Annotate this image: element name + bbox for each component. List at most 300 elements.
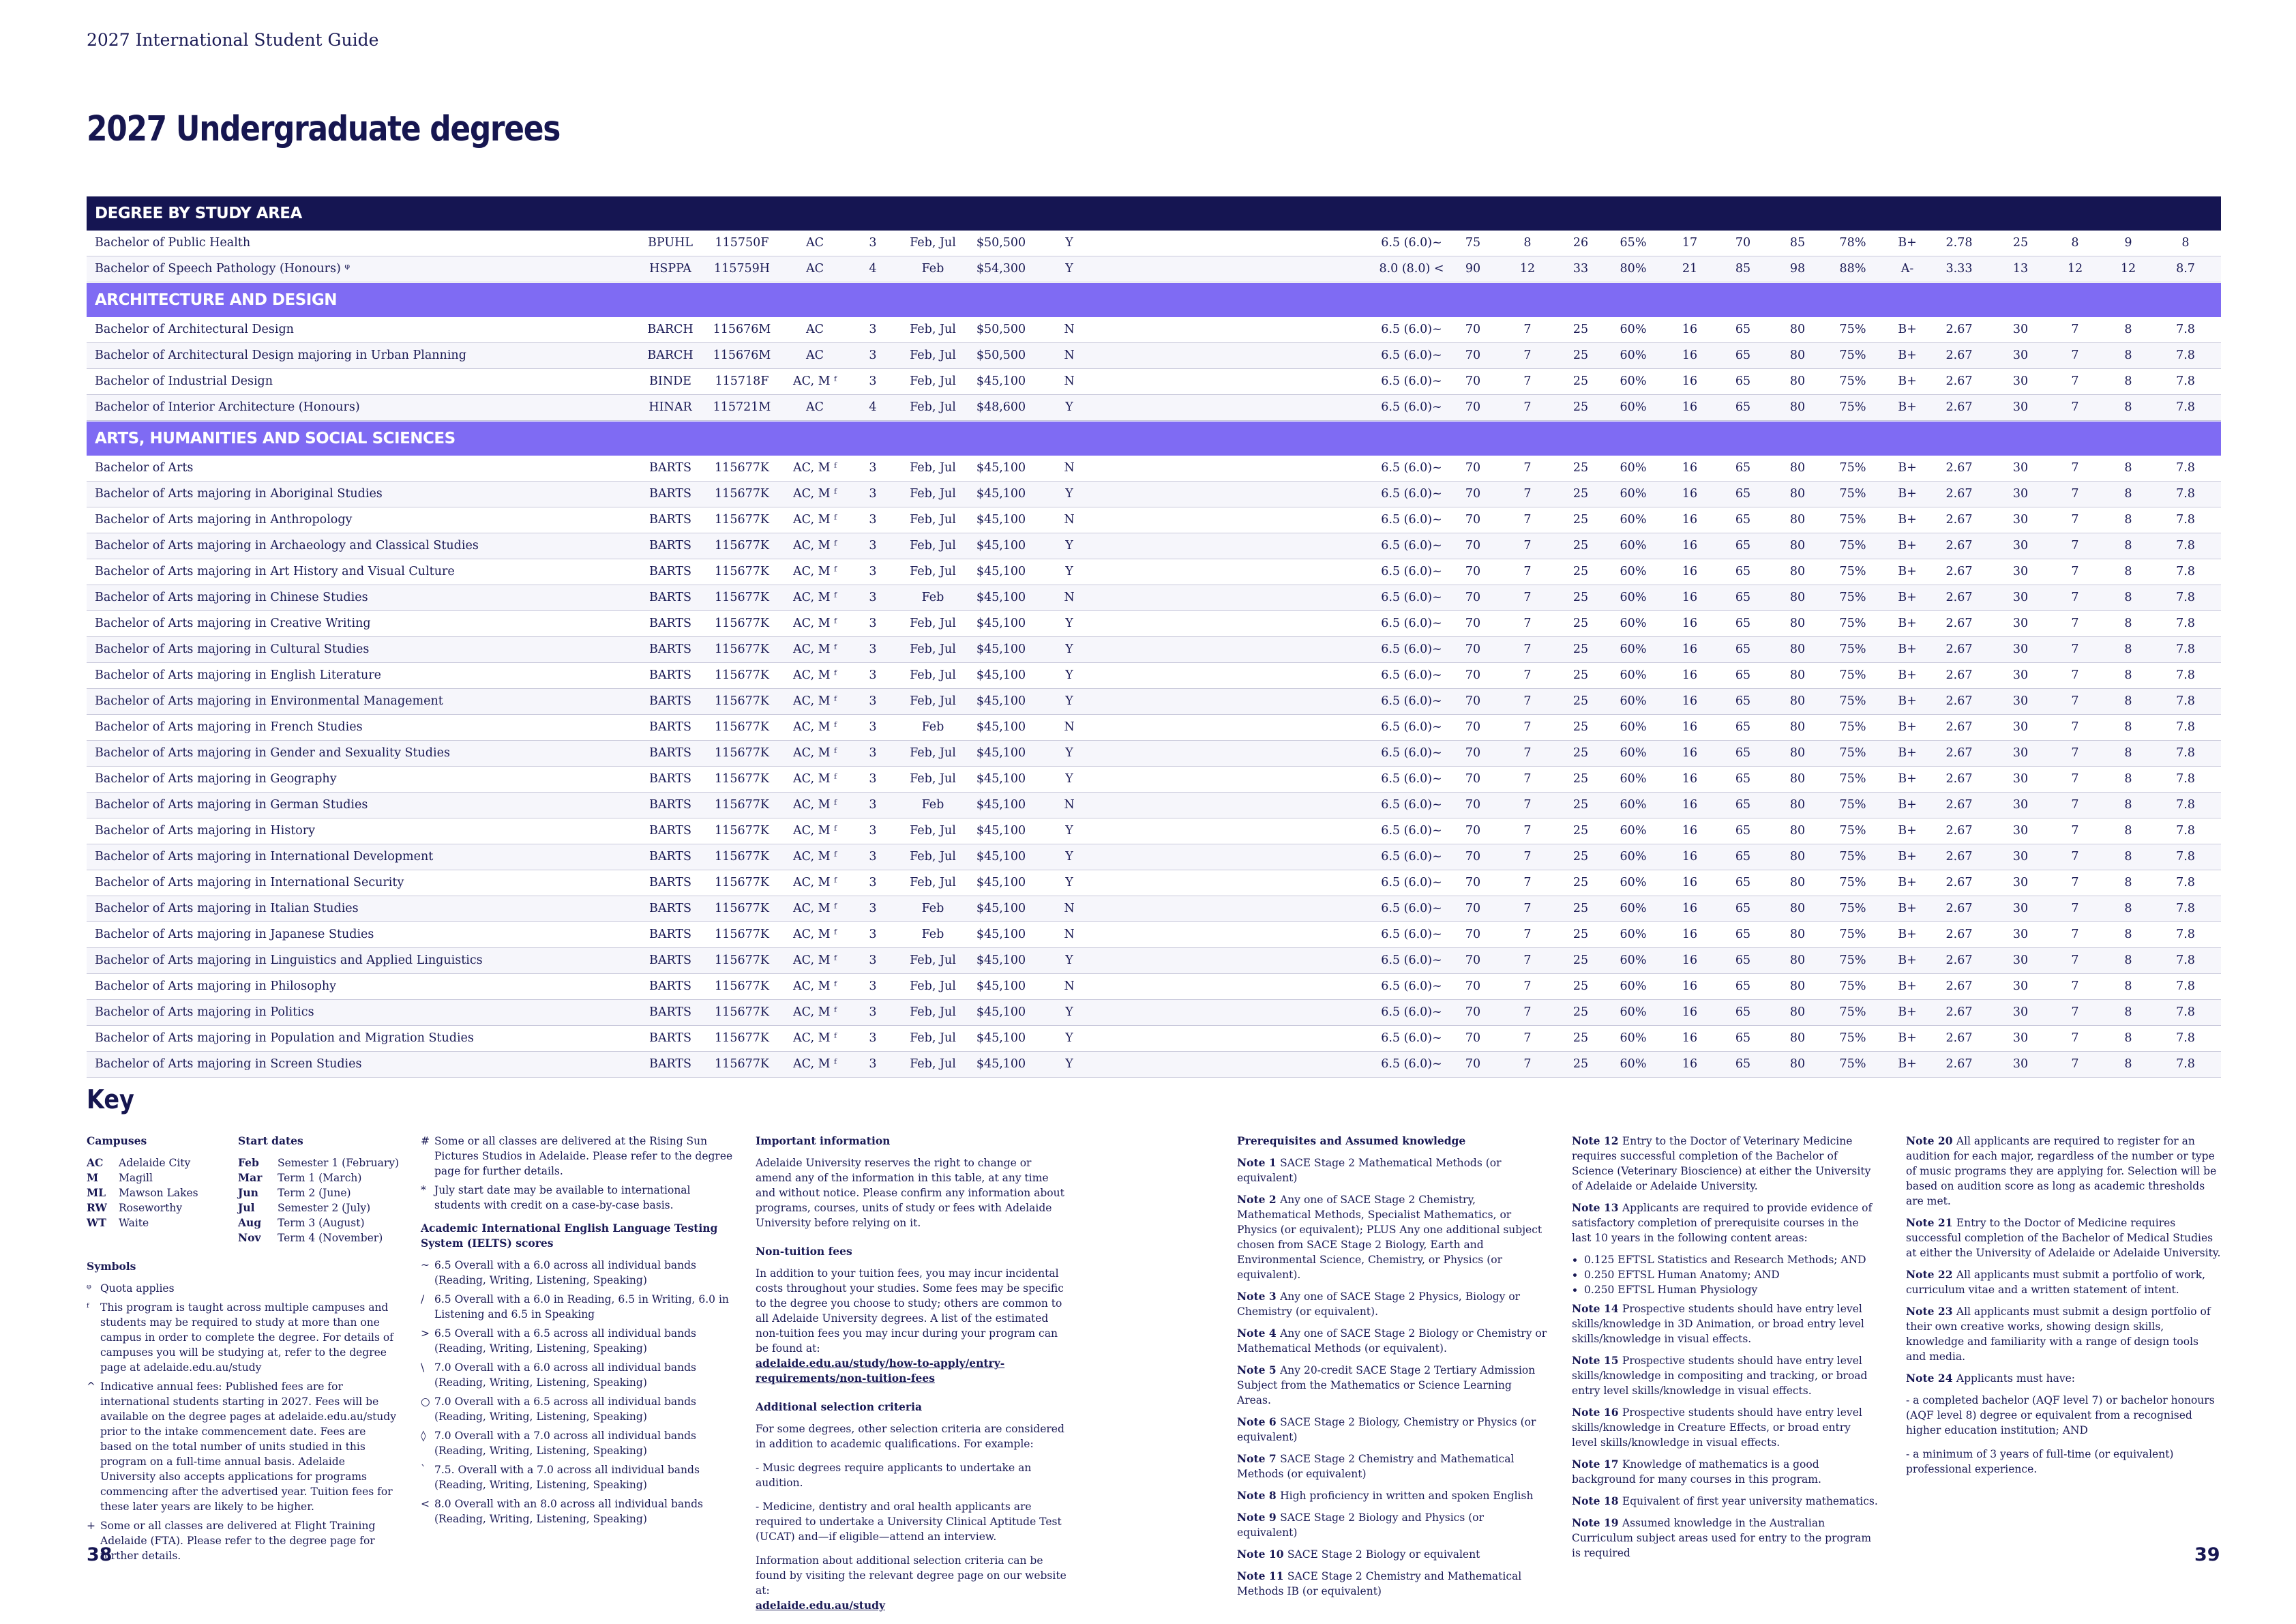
table-cell: Feb, Jul: [910, 565, 956, 578]
table-cell: 7.8: [2176, 374, 2195, 388]
symbol-entry: [421, 1292, 734, 1322]
table-cell: 16: [1682, 400, 1698, 414]
symbol-glyph: ᶠ: [87, 1301, 89, 1314]
note-label: Note 15: [1572, 1354, 1622, 1367]
table-cell: 75%: [1839, 349, 1866, 362]
degree-name[interactable]: Bachelor of Arts majoring in French Studies: [95, 720, 363, 734]
degree-name[interactable]: Bachelor of Arts majoring in German Studies: [95, 798, 368, 812]
note-label: Note 10: [1237, 1548, 1287, 1561]
additional-link[interactable]: adelaide.edu.au/study: [756, 1599, 885, 1612]
table-cell: 115677K: [715, 979, 769, 993]
table-cell: Y: [1065, 1031, 1073, 1045]
table-cell: AC, M ᶠ: [793, 876, 837, 889]
table-cell: 115677K: [715, 668, 769, 682]
table-cell: Y: [1065, 876, 1073, 889]
table-cell: 80: [1789, 720, 1806, 734]
note-text: Applicants are required to provide evidence of satisfactory completion of prerequisite courses in the last 10 years in the following content areas:: [1572, 1202, 1873, 1244]
table-cell: 7: [1523, 643, 1532, 656]
table-cell: 70: [1465, 928, 1481, 941]
degree-name[interactable]: Bachelor of Arts majoring in Population and Migration Studies: [95, 1031, 474, 1045]
degree-name[interactable]: Bachelor of Arts majoring in Linguistics and Applied Linguistics: [95, 954, 483, 967]
table-cell: Feb, Jul: [910, 236, 956, 250]
table-cell: B+: [1898, 323, 1917, 336]
table-cell: 65: [1735, 461, 1751, 475]
table-cell: Feb, Jul: [910, 323, 956, 336]
table-cell: 7.8: [2176, 668, 2195, 682]
note-text: SACE Stage 2 Chemistry and Mathematical Methods (or equivalent): [1237, 1453, 1515, 1480]
table-cell: 65: [1735, 824, 1751, 838]
table-cell: 25: [1572, 617, 1589, 630]
table-cell: 75%: [1839, 850, 1866, 863]
table-cell: Y: [1065, 643, 1073, 656]
key-col-5: [1572, 1134, 1879, 1567]
table-cell: 8: [2124, 979, 2132, 993]
note-text: All applicants must submit a design portfolio of their own creative works, showing design skills, knowledge and familiarity with a range of design tools and media.: [1906, 1305, 2211, 1363]
table-cell: 8: [2124, 591, 2132, 604]
table-cell: 80: [1789, 565, 1806, 578]
table-cell: B+: [1898, 591, 1917, 604]
table-cell: 16: [1682, 1031, 1698, 1045]
symbol-glyph: `: [421, 1464, 426, 1476]
degree-name[interactable]: Bachelor of Arts: [95, 461, 194, 475]
note-text: Entry to the Doctor of Veterinary Medicine requires successful completion of the Bachelor of Science (Veterinary Bioscience) at either the University of Adelaide or Adelaide University.: [1572, 1135, 1871, 1192]
table-cell: 3: [869, 349, 877, 362]
table-cell: 30: [2012, 643, 2029, 656]
table-cell: 70: [1465, 876, 1481, 889]
table-cell: Feb, Jul: [910, 643, 956, 656]
table-cell: 75%: [1839, 617, 1866, 630]
nontuition-link[interactable]: adelaide.edu.au/study/how-to-apply/entry-requirements/non-tuition-fees: [756, 1357, 1005, 1385]
table-cell: 115677K: [715, 798, 769, 812]
table-cell: 3: [869, 979, 877, 993]
table-cell: 115677K: [715, 643, 769, 656]
table-cell: 25: [1572, 928, 1589, 941]
table-cell: 2.67: [1945, 1057, 1973, 1071]
table-cell: 3: [869, 236, 877, 250]
table-cell: 7: [2071, 539, 2079, 552]
table-cell: 70: [1465, 902, 1481, 915]
table-cell: 75%: [1839, 591, 1866, 604]
table-cell: 8: [2124, 487, 2132, 501]
table-cell: 65: [1735, 954, 1751, 967]
table-cell: AC, M ᶠ: [793, 746, 837, 760]
key-abbrev: WT: [87, 1216, 106, 1229]
note-entry: [1572, 1200, 1879, 1245]
table-cell: 65: [1735, 513, 1751, 527]
note-label: Note 11: [1237, 1569, 1287, 1582]
table-cell: 2.67: [1945, 539, 1973, 552]
table-cell: 60%: [1620, 954, 1647, 967]
degree-name[interactable]: Bachelor of Arts majoring in Philosophy: [95, 979, 337, 993]
table-cell: 7: [2071, 772, 2079, 786]
table-cell: $45,100: [976, 1031, 1026, 1045]
key-value: Term 1 (March): [278, 1172, 362, 1184]
note-label: Note 14: [1572, 1302, 1622, 1315]
table-cell: AC, M ᶠ: [793, 1057, 837, 1071]
table-cell: 8: [2124, 954, 2132, 967]
note-entry: [1572, 1405, 1879, 1450]
table-cell: AC, M ᶠ: [793, 824, 837, 838]
table-cell: 2.67: [1945, 1031, 1973, 1045]
table-cell: 16: [1682, 850, 1698, 863]
table-row: [87, 1000, 2221, 1026]
table-cell: 6.5 (6.0)~: [1381, 1057, 1442, 1071]
table-cell: 60%: [1620, 374, 1647, 388]
table-cell: 70: [1465, 349, 1481, 362]
symbol-glyph: +: [87, 1520, 95, 1532]
table-cell: $45,100: [976, 746, 1026, 760]
table-cell: Feb, Jul: [910, 539, 956, 552]
table-cell: 7: [1523, 694, 1532, 708]
note-entry: [1237, 1363, 1547, 1408]
table-cell: 7.8: [2176, 876, 2195, 889]
table-cell: 3.33: [1945, 262, 1973, 276]
degree-name[interactable]: Bachelor of Arts majoring in Screen Studies: [95, 1057, 362, 1071]
table-cell: 70: [1465, 1005, 1481, 1019]
degree-name[interactable]: Bachelor of Arts majoring in Geography: [95, 772, 337, 786]
note-label: Note 4: [1237, 1327, 1281, 1340]
table-cell: 60%: [1620, 902, 1647, 915]
degree-name[interactable]: Bachelor of Arts majoring in Environmental Management: [95, 694, 443, 708]
table-cell: 8: [2124, 1057, 2132, 1071]
table-cell: 25: [1572, 954, 1589, 967]
degree-name[interactable]: Bachelor of Architectural Design: [95, 323, 294, 336]
note-label: Note 19: [1572, 1516, 1622, 1529]
symbol-entry: [421, 1360, 734, 1390]
table-cell: 16: [1682, 979, 1698, 993]
table-cell: Y: [1065, 954, 1073, 967]
table-cell: 7: [1523, 876, 1532, 889]
table-cell: AC, M ᶠ: [793, 1031, 837, 1045]
table-cell: Y: [1065, 772, 1073, 786]
degree-name[interactable]: Bachelor of Arts majoring in Italian Studies: [95, 902, 359, 915]
symbol-text: 8.0 Overall with an 8.0 across all individual bands (Reading, Writing, Listening, Speaking): [434, 1498, 703, 1525]
degree-name[interactable]: Bachelor of Arts majoring in Politics: [95, 1005, 314, 1019]
table-cell: $54,300: [976, 262, 1026, 276]
table-row: [87, 689, 2221, 715]
table-cell: AC, M ᶠ: [793, 487, 837, 501]
table-cell: 7.8: [2176, 349, 2195, 362]
table-cell: 85: [1735, 262, 1751, 276]
key-value: Term 4 (November): [278, 1232, 383, 1244]
table-cell: 70: [1465, 374, 1481, 388]
table-row: [87, 395, 2221, 421]
table-cell: 85: [1789, 236, 1806, 250]
table-cell: $45,100: [976, 487, 1026, 501]
table-cell: 75%: [1839, 928, 1866, 941]
degree-name[interactable]: Bachelor of Arts majoring in International Security: [95, 876, 404, 889]
symbol-text: Some or all classes are delivered at the Rising Sun Pictures Studios in Adelaide. Please refer to the degree page for further details.: [434, 1135, 733, 1177]
table-cell: AC, M ᶠ: [793, 694, 837, 708]
table-cell: 115676M: [713, 323, 771, 336]
table-row: [87, 818, 2221, 844]
table-cell: BARTS: [648, 1005, 692, 1019]
table-cell: 7.8: [2176, 400, 2195, 414]
symbol-text: Quota applies: [100, 1282, 175, 1295]
table-cell: 6.5 (6.0)~: [1381, 323, 1442, 336]
table-cell: 115677K: [715, 487, 769, 501]
table-cell: 75%: [1839, 539, 1866, 552]
table-cell: 25: [1572, 643, 1589, 656]
table-cell: 80: [1789, 798, 1806, 812]
degree-name[interactable]: Bachelor of Arts majoring in Gender and Sexuality Studies: [95, 746, 450, 760]
note-text: All applicants are required to register for an audition for each major, regardless of the number or type of music programs they are applying for. Selection will be based on audition score as long as academic thresholds are met.: [1906, 1135, 2217, 1207]
table-cell: 65: [1735, 1031, 1751, 1045]
table-cell: 7: [2071, 591, 2079, 604]
table-cell: 7: [2071, 668, 2079, 682]
table-cell: 65: [1735, 400, 1751, 414]
table-cell: Y: [1065, 487, 1073, 501]
note-entry: [1237, 1415, 1547, 1445]
table-cell: 3: [869, 461, 877, 475]
table-row: [87, 741, 2221, 767]
note-entry: [1572, 1457, 1879, 1487]
symbol-entry: [421, 1134, 734, 1179]
symbol-glyph: <: [421, 1498, 430, 1510]
table-cell: 30: [2012, 1005, 2029, 1019]
table-cell: AC, M ᶠ: [793, 565, 837, 578]
table-cell: 6.5 (6.0)~: [1381, 461, 1442, 475]
table-cell: AC, M ᶠ: [793, 668, 837, 682]
table-cell: 2.67: [1945, 349, 1973, 362]
table-cell: 3: [869, 323, 877, 336]
table-cell: Feb, Jul: [910, 772, 956, 786]
note-label: Note 21: [1906, 1216, 1956, 1229]
table-cell: N: [1064, 591, 1075, 604]
table-cell: Feb, Jul: [910, 487, 956, 501]
table-cell: 7.8: [2176, 617, 2195, 630]
table-cell: 70: [1465, 798, 1481, 812]
table-cell: 7: [2071, 565, 2079, 578]
table-cell: $50,500: [976, 323, 1026, 336]
table-cell: 25: [1572, 400, 1589, 414]
table-cell: 90: [1465, 262, 1481, 276]
table-row: [87, 844, 2221, 870]
table-cell: Y: [1065, 262, 1073, 276]
table-row: [87, 637, 2221, 663]
table-cell: BARTS: [648, 902, 692, 915]
table-cell: 2.67: [1945, 954, 1973, 967]
table-cell: 65: [1735, 617, 1751, 630]
table-cell: 60%: [1620, 824, 1647, 838]
table-cell: 3: [869, 694, 877, 708]
table-cell: 7: [1523, 487, 1532, 501]
degree-name[interactable]: Bachelor of Arts majoring in Anthropology: [95, 513, 353, 527]
table-cell: 2.67: [1945, 461, 1973, 475]
table-cell: 115677K: [715, 954, 769, 967]
table-row: [87, 507, 2221, 533]
table-cell: Feb, Jul: [910, 1005, 956, 1019]
degree-name[interactable]: Bachelor of Arts majoring in Cultural Studies: [95, 643, 370, 656]
table-cell: 7: [2071, 400, 2079, 414]
table-cell: 60%: [1620, 772, 1647, 786]
guide-label: 2027 International Student Guide: [87, 30, 379, 50]
table-cell: 60%: [1620, 979, 1647, 993]
note-entry: [1237, 1451, 1547, 1481]
table-cell: 8: [2124, 876, 2132, 889]
table-row: [87, 715, 2221, 741]
degree-name[interactable]: Bachelor of Industrial Design: [95, 374, 273, 388]
table-cell: BARTS: [648, 643, 692, 656]
table-cell: 75%: [1839, 668, 1866, 682]
table-cell: 115677K: [715, 1031, 769, 1045]
table-cell: 7: [1523, 954, 1532, 967]
note-subitem: • 0.250 EFTSL Human Physiology: [1584, 1282, 1879, 1297]
degree-name[interactable]: Bachelor of Architectural Design majoring in Urban Planning: [95, 349, 466, 362]
table-cell: 8: [2124, 1005, 2132, 1019]
note-text: Assumed knowledge in the Australian Curriculum subject areas used for entry to the program is required: [1572, 1517, 1872, 1559]
table-cell: 7: [2071, 349, 2079, 362]
table-cell: 75%: [1839, 323, 1866, 336]
table-cell: 65: [1735, 349, 1751, 362]
section-header: DEGREE BY STUDY AREA: [87, 196, 2221, 231]
table-cell: 7.8: [2176, 694, 2195, 708]
table-cell: BARTS: [648, 1031, 692, 1045]
section-header: ARCHITECTURE AND DESIGN: [87, 283, 2221, 317]
table-cell: Feb, Jul: [910, 1031, 956, 1045]
note-text: High proficiency in written and spoken English: [1280, 1490, 1534, 1502]
table-cell: 115677K: [715, 591, 769, 604]
table-cell: 60%: [1620, 746, 1647, 760]
table-cell: 16: [1682, 487, 1698, 501]
table-cell: 75%: [1839, 461, 1866, 475]
table-cell: Feb, Jul: [910, 824, 956, 838]
table-cell: 30: [2012, 928, 2029, 941]
table-cell: BARTS: [648, 798, 692, 812]
table-cell: 25: [1572, 668, 1589, 682]
degree-name[interactable]: Bachelor of Arts majoring in English Literature: [95, 668, 382, 682]
table-cell: B+: [1898, 902, 1917, 915]
table-cell: B+: [1898, 772, 1917, 786]
table-cell: 30: [2012, 1057, 2029, 1071]
table-cell: B+: [1898, 513, 1917, 527]
table-cell: 7.8: [2176, 772, 2195, 786]
table-cell: 70: [1465, 720, 1481, 734]
table-cell: Feb, Jul: [910, 374, 956, 388]
note-entry: [1572, 1353, 1879, 1398]
degree-name[interactable]: Bachelor of Interior Architecture (Honours): [95, 400, 360, 414]
degree-name[interactable]: Bachelor of Speech Pathology (Honours) ᵠ: [95, 262, 351, 276]
table-cell: 2.67: [1945, 591, 1973, 604]
table-row: [87, 256, 2221, 282]
note-entry: [1237, 1547, 1547, 1562]
table-cell: 7: [2071, 1031, 2079, 1045]
table-cell: 6.5 (6.0)~: [1381, 902, 1442, 915]
table-cell: 65: [1735, 720, 1751, 734]
symbol-entry: [421, 1183, 734, 1213]
table-cell: 3: [869, 591, 877, 604]
table-cell: 75%: [1839, 798, 1866, 812]
table-cell: 80: [1789, 643, 1806, 656]
table-cell: 6.5 (6.0)~: [1381, 617, 1442, 630]
table-cell: AC: [805, 400, 824, 414]
symbol-entry: [421, 1258, 734, 1288]
table-cell: 7.8: [2176, 850, 2195, 863]
table-cell: B+: [1898, 539, 1917, 552]
table-cell: $45,100: [976, 513, 1026, 527]
table-cell: 65: [1735, 902, 1751, 915]
additional-list: [756, 1460, 1071, 1544]
key-value: Waite: [119, 1217, 149, 1229]
table-cell: 30: [2012, 798, 2029, 812]
table-cell: 65%: [1620, 236, 1647, 250]
note-subitem: - a completed bachelor (AQF level 7) or bachelor honours (AQF level 8) degree or equivalent from a recognised higher education institution; AND: [1906, 1394, 2215, 1436]
key-col-1: [87, 1134, 400, 1567]
degree-name[interactable]: Bachelor of Public Health: [95, 236, 251, 250]
table-cell: 60%: [1620, 400, 1647, 414]
table-cell: 6.5 (6.0)~: [1381, 928, 1442, 941]
start-date-list: [238, 1155, 399, 1245]
table-cell: 70: [1465, 746, 1481, 760]
note-label: Note 18: [1572, 1494, 1622, 1507]
table-cell: 65: [1735, 374, 1751, 388]
table-cell: $45,100: [976, 565, 1026, 578]
table-cell: 30: [2012, 539, 2029, 552]
table-cell: AC, M ᶠ: [793, 850, 837, 863]
table-cell: 80: [1789, 591, 1806, 604]
table-cell: 60%: [1620, 591, 1647, 604]
note-text: SACE Stage 2 Biology or equivalent: [1287, 1548, 1480, 1561]
table-cell: 80%: [1620, 262, 1647, 276]
additional-text: For some degrees, other selection criteria are considered in addition to academic qualifications. For example:: [756, 1423, 1064, 1450]
table-cell: 8: [2124, 323, 2132, 336]
degree-name[interactable]: Bachelor of Arts majoring in Chinese Studies: [95, 591, 368, 604]
table-cell: 80: [1789, 902, 1806, 915]
table-cell: 7: [1523, 1005, 1532, 1019]
notes-list-1: [1237, 1155, 1547, 1599]
degree-name[interactable]: Bachelor of Arts majoring in Japanese Studies: [95, 928, 374, 941]
table-cell: 60%: [1620, 643, 1647, 656]
note-entry: [1906, 1267, 2221, 1297]
table-cell: 3: [869, 668, 877, 682]
degree-name[interactable]: Bachelor of Arts majoring in Archaeology and Classical Studies: [95, 539, 479, 552]
degree-name[interactable]: Bachelor of Arts majoring in History: [95, 824, 316, 838]
note-label: Note 8: [1237, 1489, 1281, 1502]
table-cell: B+: [1898, 1031, 1917, 1045]
table-cell: 7: [2071, 902, 2079, 915]
key-value: Magill: [119, 1172, 153, 1184]
table-cell: BARTS: [648, 746, 692, 760]
table-cell: 8: [2124, 617, 2132, 630]
degree-name[interactable]: Bachelor of Arts majoring in Creative Writing: [95, 617, 371, 630]
key-entry: [238, 1200, 399, 1215]
table-cell: N: [1064, 979, 1075, 993]
table-cell: 80: [1789, 668, 1806, 682]
table-cell: BARTS: [648, 720, 692, 734]
note-text: Prospective students should have entry level skills/knowledge in compositing and tracking, or broad entry level skills/knowledge in visual effects.: [1572, 1355, 1868, 1397]
key-entry: [238, 1185, 399, 1200]
table-cell: Y: [1065, 236, 1073, 250]
table-cell: 30: [2012, 513, 2029, 527]
table-row: [87, 611, 2221, 637]
symbol-text: Some or all classes are delivered at Flight Training Adelaide (FTA). Please refer to the degree page for further details.: [100, 1520, 376, 1562]
table-cell: AC: [805, 323, 824, 336]
table-cell: 16: [1682, 1057, 1698, 1071]
table-cell: 70: [1465, 850, 1481, 863]
degree-name[interactable]: Bachelor of Arts majoring in Aboriginal Studies: [95, 487, 383, 501]
key-col-3: [756, 1134, 1071, 1613]
table-cell: BARTS: [648, 513, 692, 527]
table-cell: BARTS: [648, 954, 692, 967]
table-cell: 12: [2120, 262, 2136, 276]
symbol-entry: [87, 1518, 400, 1563]
note-entry: [1237, 1569, 1547, 1599]
degree-name[interactable]: Bachelor of Arts majoring in International Development: [95, 850, 434, 863]
table-cell: 3: [869, 565, 877, 578]
table-cell: 115677K: [715, 1057, 769, 1071]
symbol-text: July start date may be available to international students with credit on a case-by-case basis.: [434, 1184, 691, 1211]
degree-name[interactable]: Bachelor of Arts majoring in Art History and Visual Culture: [95, 565, 455, 578]
